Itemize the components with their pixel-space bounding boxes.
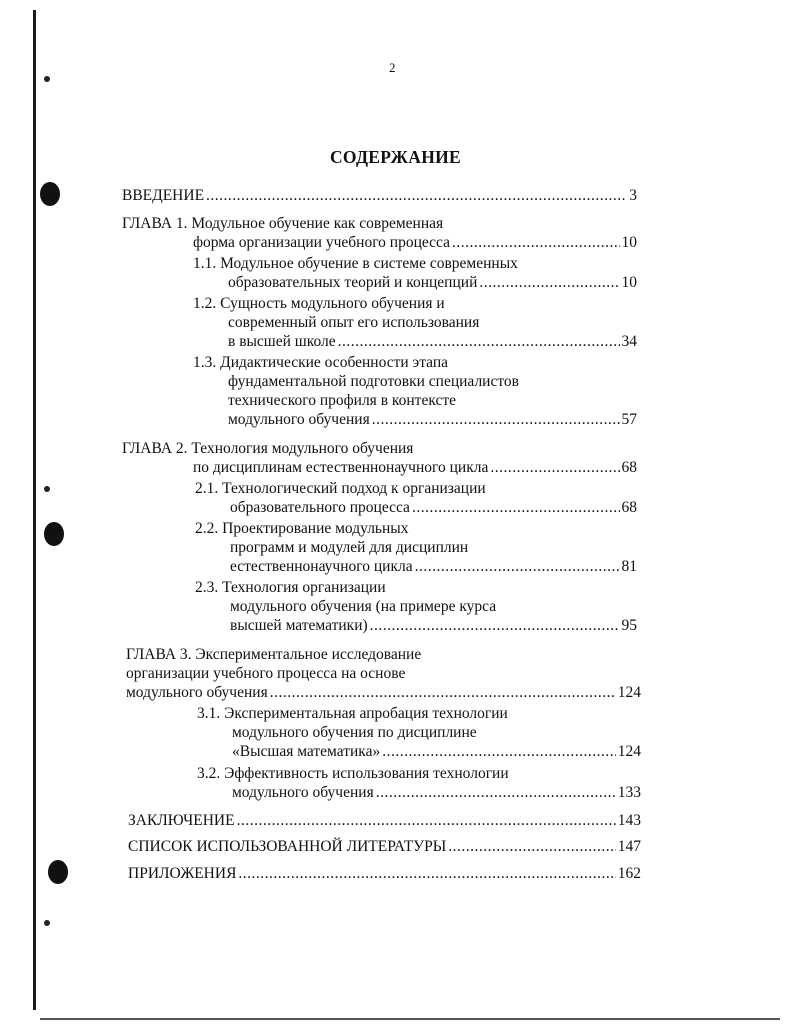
- section-2-2-line: программ и модулей для дисциплин: [230, 539, 469, 556]
- section-1-1-heading[interactable]: 1.1. Модульное обучение в системе современных: [193, 255, 518, 272]
- punch-hole-3: [48, 860, 68, 884]
- toc-entry-section-2-2[interactable]: естественнонаучного цикла ..... 81: [230, 557, 637, 576]
- toc-entry-section-1-3[interactable]: модульного обучения ..... 57: [228, 410, 637, 429]
- toc-entry-introduction[interactable]: ВВЕДЕНИЕ ..... 3: [122, 186, 637, 205]
- toc-entry-references[interactable]: СПИСОК ИСПОЛЬЗОВАННОЙ ЛИТЕРАТУРЫ ..... 147: [128, 837, 641, 856]
- scan-speck: [44, 486, 50, 492]
- section-1-2-heading[interactable]: 1.2. Сущность модульного обучения и: [193, 295, 445, 312]
- toc-entry-chapter1[interactable]: форма организации учебного процесса ..... 10: [193, 233, 637, 252]
- section-2-1-heading[interactable]: 2.1. Технологический подход к организации: [195, 480, 486, 497]
- section-1-3-line: технического профиля в контексте: [228, 392, 457, 409]
- section-3-1-heading[interactable]: 3.1. Экспериментальная апробация технологии: [197, 705, 508, 722]
- toc-entry-chapter3[interactable]: модульного обучения ..... 124: [126, 683, 641, 702]
- toc-entry-section-2-3[interactable]: высшей математики) ..... 95: [230, 616, 637, 635]
- section-1-3-line: фундаментальной подготовки специалистов: [228, 373, 519, 390]
- chapter2-heading[interactable]: ГЛАВА 2. Технология модульного обучения: [122, 440, 414, 457]
- section-2-3-heading[interactable]: 2.3. Технология организации: [195, 579, 386, 596]
- toc-entry-section-2-1[interactable]: образовательного процесса ..... 68: [230, 498, 637, 517]
- toc-entry-section-3-1[interactable]: «Высшая математика» ..... 124: [232, 742, 641, 761]
- toc-entry-appendix[interactable]: ПРИЛОЖЕНИЯ ..... 162: [128, 864, 641, 883]
- section-1-3-heading[interactable]: 1.3. Дидактические особенности этапа: [193, 354, 449, 371]
- section-3-1-line: модульного обучения по дисциплине: [232, 724, 477, 741]
- scan-speck: [44, 920, 50, 926]
- section-3-2-heading[interactable]: 3.2. Эффективность использования технологии: [197, 765, 509, 782]
- scan-speck: [44, 76, 50, 82]
- toc-entry-chapter2[interactable]: по дисциплинам естественнонаучного цикла ..... 68: [193, 458, 637, 477]
- section-2-3-line: модульного обучения (на примере курса: [230, 598, 497, 615]
- chapter1-heading[interactable]: ГЛАВА 1. Модульное обучение как современная: [122, 215, 444, 232]
- chapter3-heading[interactable]: ГЛАВА 3. Экспериментальное исследование: [126, 646, 422, 663]
- chapter3-line: организации учебного процесса на основе: [126, 665, 406, 682]
- toc-entry-section-1-2[interactable]: в высшей школе ..... 34: [228, 332, 637, 351]
- toc-entry-section-1-1[interactable]: образовательных теорий и концепций ..... 10: [228, 273, 637, 292]
- section-2-2-heading[interactable]: 2.2. Проектирование модульных: [195, 520, 409, 537]
- section-1-2-line: современный опыт его использования: [228, 314, 480, 331]
- page-title: СОДЕРЖАНИЕ: [329, 147, 461, 167]
- page-number: 2: [389, 60, 396, 75]
- punch-hole-2: [44, 522, 64, 546]
- toc-entry-section-3-2[interactable]: модульного обучения ..... 133: [232, 783, 641, 802]
- toc-entry-conclusion[interactable]: ЗАКЛЮЧЕНИЕ ..... 143: [128, 811, 641, 830]
- punch-hole-1: [40, 182, 60, 206]
- bottom-scan-edge: [40, 1018, 780, 1020]
